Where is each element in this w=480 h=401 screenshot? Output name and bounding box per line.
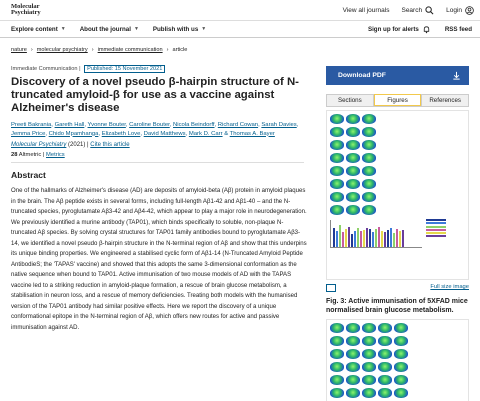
figure-bar	[387, 230, 389, 247]
author-link[interactable]: Caroline Bouter	[129, 122, 170, 128]
figure-image-row	[330, 179, 465, 189]
author-list: Preeti Bakrania, Gareth Hall, Yvonne Bouter, Caroline Bouter, Nicola Beindorff, Richard Cowan, Sarah Davies, Jemma Price, Chido Mpamhanga, Elizabeth Love, David Matthews, Mark D. Carr & Thomas A. Bayer	[11, 122, 299, 137]
brain-scan-image	[330, 375, 344, 385]
figure-bar	[381, 231, 383, 247]
brain-scan-image	[330, 127, 344, 137]
brain-scan-image	[378, 323, 392, 333]
author-link[interactable]: David Matthews	[143, 130, 186, 137]
figure-bar	[393, 233, 395, 247]
user-icon	[465, 6, 474, 15]
figure-bar	[336, 231, 338, 247]
figure-bar	[363, 230, 365, 247]
brain-scan-image	[330, 140, 344, 150]
page-title: Discovery of a novel pseudo β-hairpin structure of N-truncated amyloid-β for use as a vaccine against Alzheimer's disease	[11, 76, 299, 114]
author-link[interactable]: Elizabeth Love	[101, 130, 141, 137]
search-button[interactable]: Search	[401, 6, 434, 15]
figure-bar	[384, 232, 386, 247]
breadcrumb-molecular-psychiatry[interactable]: molecular psychiatry	[36, 47, 88, 53]
rss-feed-link[interactable]: RSS feed	[444, 25, 472, 33]
brain-scan-image	[394, 323, 408, 333]
figure-bar	[351, 234, 353, 248]
author-link[interactable]: Preeti Bakrania	[11, 122, 52, 128]
brain-scan-image	[346, 349, 360, 359]
legend-swatch	[426, 232, 446, 234]
brain-scan-image	[394, 375, 408, 385]
figure-image-row	[330, 375, 465, 385]
legend-swatch	[426, 229, 446, 231]
author-link[interactable]: Gareth Hall	[54, 122, 85, 128]
author-link[interactable]: Sarah Davies	[261, 122, 297, 128]
brain-scan-image	[394, 349, 408, 359]
sidebar-tabs	[326, 94, 469, 107]
abstract-text: One of the hallmarks of Alzheimer's disease (AD) are deposits of amyloid-beta (Aβ) protein in amyloid plaques in the brain. The Aβ peptide exists in several forms, including full-length Aβ1-42 and Aβ1-40 – and the N-truncated species, pyroglutamate Aβ3-42 and Aβ4-42, which appear to play a major role in neurodegeneration. We previously identified a murine antibody (TAP01), which binds specifically to soluble, non-plaque N-truncated Aβ species. By solving crystal structures for TAP01 family antibodies bound to pyroglutamate Aβ3-14, we identified a novel pseudo β-hairpin structure in the N-terminal region of Aβ and show that this underpins its unique binding properties. We engineered a stabilised cyclic form of Aβ1-14 (N-Truncated Amyloid Peptide AntibodieS; the 'TAPAS' vaccine) and showed that this adopts the same 3-dimensional conformation as the native sequence when bound to TAP01. Active immunisation of two mouse models of AD with the TAPAS vaccine led to a striking reduction in amyloid-plaque formation, a rescue of brain glucose metabolism, a stabilisation in neuron loss, and a rescue of memory deficiencies. Treating both models with the humanised version of the TAP01 antibody had similar positive effects. Here we report the discovery of a unique conformational epitope in the N-terminal region of Aβ, which offers new routes for active and passive immunisation against AD.	[11, 188, 307, 331]
figure-bar	[360, 231, 362, 247]
figure-image-row	[330, 349, 465, 359]
brain-scan-image	[330, 153, 344, 163]
brain-scan-image	[362, 336, 376, 346]
figure-image-row	[330, 205, 465, 215]
breadcrumb-article: article	[172, 47, 188, 53]
author-link[interactable]: Chido Mpamhanga	[48, 130, 99, 137]
abstract-heading: Abstract	[11, 170, 46, 181]
figure-image-row	[330, 140, 465, 150]
bell-icon	[422, 25, 431, 34]
view-all-journals-link[interactable]: View all journals	[342, 6, 390, 14]
figure-bar	[366, 228, 368, 247]
brain-scan-image	[330, 336, 344, 346]
brain-scan-image	[362, 362, 376, 372]
chevron-down-icon: ▼	[201, 26, 207, 32]
figure-brain-panel	[330, 114, 465, 215]
altmetric-label: Altmetric	[18, 152, 42, 159]
tab-figures[interactable]: Figures	[374, 94, 422, 106]
article-type-line: Immediate Communication | Published: 15 November 2021	[11, 66, 304, 72]
brain-scan-image	[346, 323, 360, 333]
journal-citation: Molecular Psychiatry (2021) | Cite this article	[11, 142, 130, 149]
brain-scan-image	[346, 205, 360, 215]
sidebar	[326, 66, 469, 401]
explore-content-menu[interactable]: Explore content ▼	[11, 25, 66, 33]
brain-scan-image	[378, 349, 392, 359]
brain-scan-image	[362, 323, 376, 333]
figure-image-row	[330, 323, 465, 333]
brain-scan-image	[330, 179, 344, 189]
tab-references[interactable]: References	[421, 94, 469, 106]
legend-swatch	[426, 226, 446, 228]
publish-with-us-menu[interactable]: Publish with us ▼	[152, 25, 207, 33]
author-link[interactable]: Nicola Beindorff	[173, 122, 215, 128]
figure-bar	[357, 228, 359, 247]
brain-scan-image	[362, 140, 376, 150]
brain-scan-image	[330, 192, 344, 202]
article	[11, 66, 307, 333]
login-button[interactable]: Login	[446, 6, 474, 15]
metrics-link[interactable]: Metrics	[46, 152, 65, 159]
figure-bar-chart	[330, 220, 422, 248]
brain-scan-image	[378, 388, 392, 398]
brain-scan-image	[394, 336, 408, 346]
published-date: Published: 15 November 2021	[84, 65, 165, 73]
brain-scan-image	[362, 166, 376, 176]
brain-scan-image	[362, 375, 376, 385]
figure-actions	[326, 284, 469, 292]
brain-scan-image	[362, 388, 376, 398]
divider	[11, 162, 304, 163]
brain-scan-image	[362, 127, 376, 137]
figure-legend	[426, 218, 446, 248]
figure-bar	[375, 229, 377, 247]
author-link[interactable]: Yvonne Bouter	[87, 122, 126, 128]
brain-scan-image	[330, 205, 344, 215]
figure-2-thumbnail[interactable]	[326, 110, 469, 280]
brain-scan-image	[362, 205, 376, 215]
figure-bar	[399, 231, 401, 247]
figure-bar	[372, 232, 374, 247]
brain-scan-image	[330, 323, 344, 333]
journal-link[interactable]: Molecular Psychiatry	[11, 142, 67, 149]
full-size-image-link[interactable]: Full size image	[430, 284, 469, 290]
figure-image-row	[330, 362, 465, 372]
figure-bar	[342, 232, 344, 247]
figure-bar	[369, 229, 371, 247]
brain-scan-image	[362, 192, 376, 202]
brain-scan-image	[346, 179, 360, 189]
figure-bar	[348, 227, 350, 247]
figure-3-title: Fig. 3: Active immunisation of 5XFAD mice normalised brain glucose metabolism.	[326, 298, 468, 314]
figure-bar	[354, 231, 356, 247]
author-link[interactable]: Thomas A. Bayer	[229, 130, 275, 137]
view-figure-link[interactable]	[326, 284, 336, 292]
brain-scan-image	[330, 388, 344, 398]
brain-scan-image	[330, 166, 344, 176]
brain-scan-image	[346, 375, 360, 385]
brain-scan-image	[330, 362, 344, 372]
figure-bar	[396, 229, 398, 247]
metrics-line: 28 Altmetric | Metrics	[11, 152, 65, 159]
figure-bar	[378, 227, 380, 247]
figure-image-row	[330, 388, 465, 398]
about-journal-menu[interactable]: About the journal ▼	[79, 25, 139, 33]
brain-scan-image	[362, 179, 376, 189]
cite-article-link[interactable]: Cite this article	[90, 142, 130, 149]
figure-bar	[345, 229, 347, 247]
brain-scan-image	[362, 114, 376, 124]
brain-scan-image	[362, 153, 376, 163]
breadcrumb-nature[interactable]: nature	[11, 47, 27, 53]
figure-3-thumbnail[interactable]	[326, 319, 469, 401]
download-pdf-button[interactable]: Download PDF	[326, 66, 469, 85]
journal-logo[interactable]: Molecular Psychiatry	[11, 2, 41, 16]
figure-image-row	[330, 114, 465, 124]
brain-scan-image	[330, 349, 344, 359]
brain-scan-image	[362, 349, 376, 359]
breadcrumb-immediate-communication[interactable]: immediate communication	[97, 47, 163, 53]
figure-bar	[402, 230, 404, 247]
figure-image-row	[330, 336, 465, 346]
brain-scan-image	[378, 336, 392, 346]
legend-swatch	[426, 222, 446, 224]
brain-scan-image	[394, 388, 408, 398]
altmetric-count: 28	[11, 152, 18, 159]
figure-image-row	[330, 192, 465, 202]
brain-scan-image	[330, 114, 344, 124]
breadcrumb: nature › molecular psychiatry › immediate communication › article	[11, 47, 188, 53]
brain-scan-image	[346, 336, 360, 346]
brain-scan-image	[346, 362, 360, 372]
figure-image-row	[330, 166, 465, 176]
brain-scan-image	[346, 140, 360, 150]
author-link[interactable]: Mark D. Carr	[188, 130, 223, 137]
legend-swatch	[426, 219, 446, 221]
main-nav	[0, 21, 480, 38]
brain-scan-image	[378, 362, 392, 372]
legend-swatch	[426, 235, 446, 237]
chevron-down-icon: ▼	[133, 26, 139, 32]
brain-scan-image	[346, 153, 360, 163]
figure-bar	[339, 225, 341, 247]
figure-image-row	[330, 153, 465, 163]
figure-bar	[390, 228, 392, 247]
brain-scan-image	[346, 127, 360, 137]
download-icon	[452, 71, 461, 80]
brain-scan-image	[378, 375, 392, 385]
figure-image-row	[330, 127, 465, 137]
author-link[interactable]: Richard Cowan	[217, 122, 259, 128]
chevron-down-icon: ▼	[60, 26, 66, 32]
sign-up-alerts-link[interactable]: Sign up for alerts	[368, 25, 431, 34]
brain-scan-image	[346, 192, 360, 202]
brain-scan-image	[346, 388, 360, 398]
search-icon	[425, 6, 434, 15]
figure-bar	[333, 228, 335, 247]
brain-scan-image	[394, 362, 408, 372]
brain-scan-image	[346, 114, 360, 124]
author-link[interactable]: Jemma Price	[11, 130, 46, 137]
tab-sections[interactable]: Sections	[326, 94, 374, 106]
brain-scan-image	[346, 166, 360, 176]
top-header	[0, 0, 480, 21]
